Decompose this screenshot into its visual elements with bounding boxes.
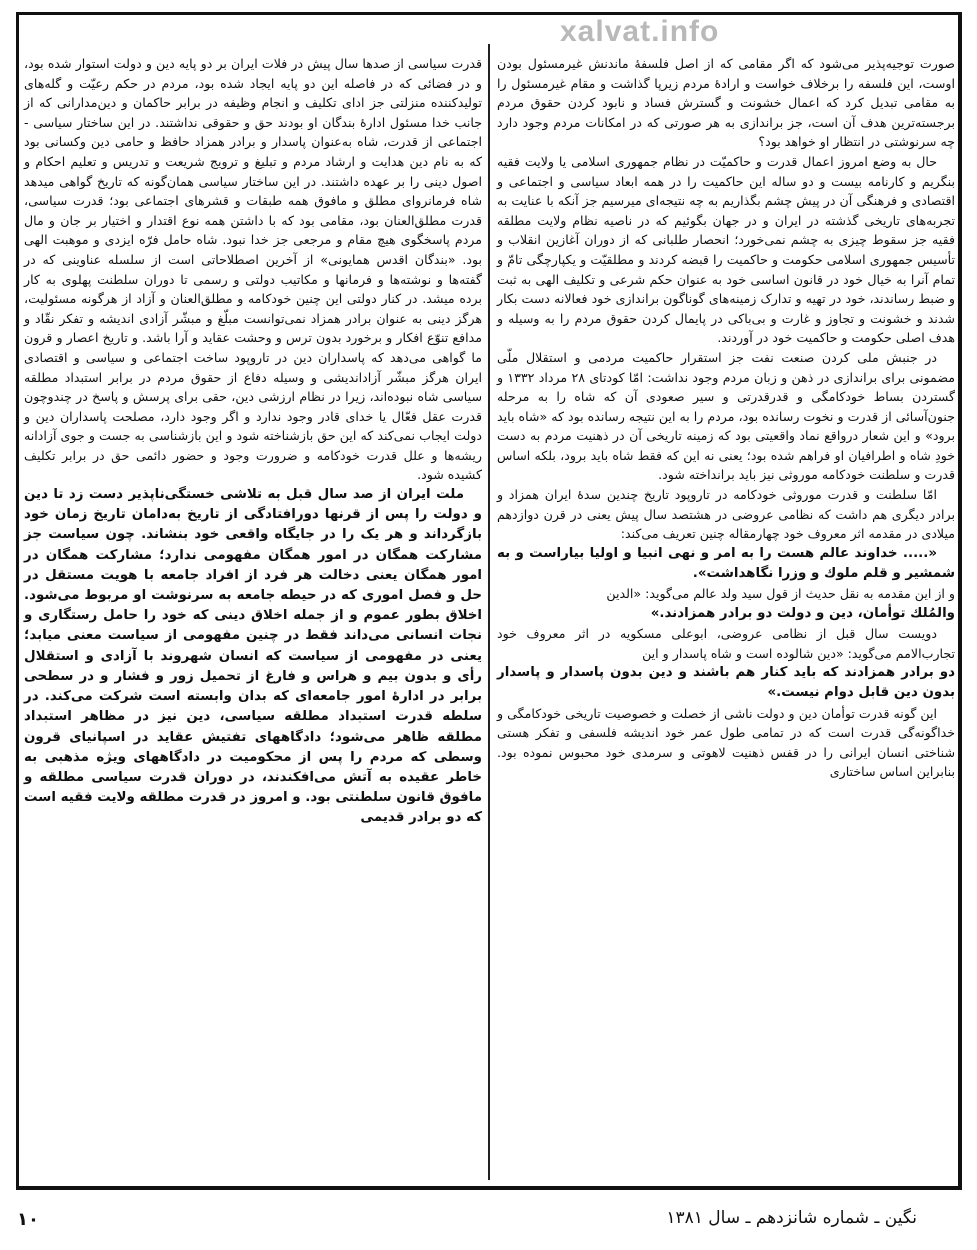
- quote-tajarib-al-umam: دو برادر همزادند که باید کنار هم باشند و دین بدون پاسدار و پاسدار بدون دین قابل دوام نیست.»: [497, 665, 955, 701]
- page-number: ۱۰: [17, 1209, 39, 1230]
- quote-chahar-maqale: «..... خداوند عالم هست را به امر و نهی انبیا و اولیا بیاراست و به شمشیر و قلم ملوك و وزرا نگاهداشت».: [497, 545, 955, 582]
- paragraph: در جنبش ملی کردن صنعت نفت جز استقرار حاکمیت مردمی و استقلال ملّی مضمونی برای براندازی در ذهن و زبان مردم وجود نداشت: امّا کودتای ۲۸ مرداد ۱۳۳۲ و گستردن بساط خودکامگی و قدرقدرتی و سیر صعودی آن که شاه را به مرحله جنون‌آسائی از قدرت و نخوت رسانده بود، مردم را به این نتیجه رسانده بود که «شاه باید برود» و این شعار درواقع نماد واقعیتی بود که زمینه تاریخی آن در ذهنیت مردم به دست خودِ شاه و اطرافیان او فراهم شده بود؛ یعنی نه این که فقط شاه باید برود، بلکه اساس قدرت و سلطنت خودکامه موروثی نیز باید برانداخته شود.: [497, 349, 955, 483]
- quote-hadith: والمُلك توأمان، دین و دولت دو برادر همزادند.»: [650, 605, 955, 621]
- paragraph: دویست سال قبل از نظامی عروضی، ابوعلی مسکویه در اثر معروف خود تجارب‌الامم می‌گوید: «دین شالوده است و شاه پاسدار و این: [497, 626, 955, 661]
- column-divider: [488, 44, 490, 1180]
- paragraph: این گونه قدرت توأمان دین و دولت ناشی از خصلت و خصوصیت تاریخی خودکامگی و خداگونه‌گی قدرت است که در تمامی طول عمر خود اندیشه فلسفی و تفکر هستی شناختی انسان ایرانی را در قفس ذهنیت لاهوتی و سرمدی خود محبوس نموده بود. بنابراین اساس ساختاری: [497, 705, 955, 780]
- paragraph: و از این مقدمه به نقل حدیث از قول سید ولد عالم می‌گوید: «الدین: [606, 586, 955, 602]
- watermark: xalvat.info: [560, 15, 720, 48]
- paragraph: حال به وضع امروز اعمال قدرت و حاکمیّت در نظام جمهوری اسلامی یا ولایت فقیه بنگریم و کارنامه بیست و دو ساله این حاکمیت را در همه ابعاد سیاسی و اجتماعی و اقتصادی و فرهنگی آن در پیش چشم بگذاریم به چه نتیجه‌ای میرسیم جز آنکه با عنایت به تجربه‌های تاریخی گذشته در ایران و در جهان بگوئیم که در ناصیه نظام ولایت مطلقه فقیه جز سقوط چیزی به چشم نمی‌خورد؛ انحصار طلبانی که از دوران آغازین انقلاب و تأسیس جمهوری اسلامی حکومت و حاکمیت را قبضه کردند و مطلقیّت و یکپارچگی تامّ و تمام آنرا به خیال خود در قانون اساسی خود به عنوان حکم شرعی و تکلیف الهی به ثبت و ضبط رساندند، خود در تهیه و تدارک زمینه‌های گوناگون براندازی خود فعالانه دست بکار شدند و خشونت و تجاوز و غارت و بی‌باکی در پایمال کردن حقوق مردم را به وسیله و هدف اصلی حکومت و حاکمیت خود در آوردند.: [497, 153, 955, 346]
- paragraph: قدرت سیاسی از صدها سال پیش در فلات ایران بر دو پایه دین و دولت استوار شده بود، و در فضائی که در فاصله این دو پایه ایجاد شده بود، مردم در حکم رعیّت و گله‌های تولیدکننده منزلتی جز ادای تکلیف و انجام وظیفه در برابر حاکمان و دین‌مدارانی که از جانب خدا مسئول ادارهٔ بندگان او بودند حق و حقوقی نداشتند. در این ساختار سیاسی - اجتماعی از قدرت، شاه به‌عنوان پاسدار و برادر همزاد حافظ و حامی دین وکسانی بود که به نام دین هدایت و ارشاد مردم و تبلیغ و ترویج شریعت و تدریس و تعلیم احکام و اصول دینی را بر عهده داشتند. در این ساختار سیاسی همان‌گونه که تاریخ گواهی میدهد شاه فرمانروای مطلق و مافوق همه طبقات و قشرهای اجتماعی بود؛ قدرت سیاسی، قدرت مطلق‌العنان بود، مقامی بود که با داشتن همه نوع اقتدار و اختیار بر جان و مال مردم پاسخگوی هیچ مقام و مرجعی جز خدا نبود. شاه حامل فرّه ایزدی و موهبت الهی بود. «بندگان اقدس همایونی» از آخرین اصطلاحاتی است از سلسله عناوینی که در گفته‌ها و نوشته‌ها و فرمانها و مکاتیب دولتی و رسمی تا دوران سلطنت پهلوی به کار برده میشد. در کنار دولتی این چنین خودکامه و مطلق‌العنان و آزاد از هرگونه مسئولیت، هرگز دینی به عنوان برادر همزاد نمی‌توانست مبلّغ و مبشّر آزادی اندیشه و تفکر نقّاد و مدافع تنوّع افکار و برخورد بدون ترس و وحشت عقاید و آرا باشد. و تاریخ اعصار و قرون ما گواهی می‌دهد که پاسداران دین در تاروپود ساخت اجتماعی و سیاسی و اقتصادی ایران هرگز مبشّر آزاداندیشی و وسیله دفاع از حقوق مردم در برابر استبداد مطلقه سیاسی شاه نبوده‌اند، زیرا در نظام ارزشی دین، حقی برای پرسش و پاسخ در چندوچون قدرت عقل فعّال یا خدای قادر وجود ندارد و اگر وجود دارد، مصلحت پاسداران دین و دولت ایجاب نمی‌کند که این حق بازشناخته شود و این بازشناسی به جست و جوی آزادانه ریشه‌ها و علل قدرت خودکامه و ضرورت وجود و حضور دائمی حق در برابر تکلیف کشیده شود.: [24, 56, 482, 483]
- paragraph: صورت توجیه‌پذیر می‌شود که اگر مقامی که از اصل فلسفهٔ ماندنش غیرمسئول بودن اوست، این فلسفه را برخلاف خواست و ارادهٔ مردم زیرپا گذاشت و مقام غیرمسئول را به مقامی تبدیل کرد که اعمال خشونت و گسترش فساد و نابود کردن حقوق مردم برجسته‌ترین هدف آن است، جز براندازی به هر صورتی که در امکانات مردم وجود دارد چه سرنوشتی در انتظار او خواهد بود؟: [497, 56, 955, 150]
- paragraph: امّا سلطنت و قدرت موروثی خودکامه در تاروپود تاریخ چندین سدهٔ ایران همزاد و برادر دیگری هم داشت که نظامی عروضی در هشتصد سال پیش یعنی در قرن دوازدهم میلادی در مقدمه اثر معروف خود چهارمقاله چنین تعریف می‌کند:: [497, 487, 955, 542]
- magazine-footer: نگین ـ شماره شانزدهم ـ سال ۱۳۸۱: [666, 1208, 917, 1228]
- bold-paragraph: ملت ایران از صد سال قبل به تلاشی خستگی‌ناپذیر دست زد تا دین و دولت را پس از قرنها دورافتادگی از تاریخ به‌دامان تاریخ زمان خود بازگرداند و هر یک را در جایگاه واقعی خود بنشاند. چون سیاست جز مشارکت همگان در امور همگان مفهومی ندارد؛ مشارکت همگان در امور همگان یعنی دخالت هر فرد از افراد جامعه با هویت مستقل در حل و فصل اموری که در حیطه جامعه به سرنوشت او مربوط می‌شود. اخلاق بطور عموم و از جمله اخلاق دینی که خود را حامل رستگاری و نجات انسانی می‌داند فقط در چنین مفهومی از سیاست معنی میابد؛ یعنی در مفهومی از سیاست که انسان شهروند با آزادی و استقلال رأی و بدون بیم و هراس و فارغ از تحمیل زور و فشار و در سطحی برابر در ادارهٔ امور جامعه‌ای که بدان وابسته است شرکت می‌کند. در سلطه قدرت استبداد مطلقه سیاسی، دین نیز در مظاهر استبداد مطلقه ظاهر می‌شود؛ دادگاههای تفتیش عقاید در اسپانیای قرون وسطی که مردم را پس از محکومیت در دادگاههای ویژه مذهبی به خاطر عقیده به آتش می‌افکندند، در دوران قدرت سیاسی مطلقه و مافوق قانون سلطنتی بود. و امروز در قدرت مطلقه ولایت فقیه است که دو برادر قدیمی: [24, 487, 482, 826]
- right-column: [497, 54, 955, 1174]
- left-column: [24, 54, 482, 1174]
